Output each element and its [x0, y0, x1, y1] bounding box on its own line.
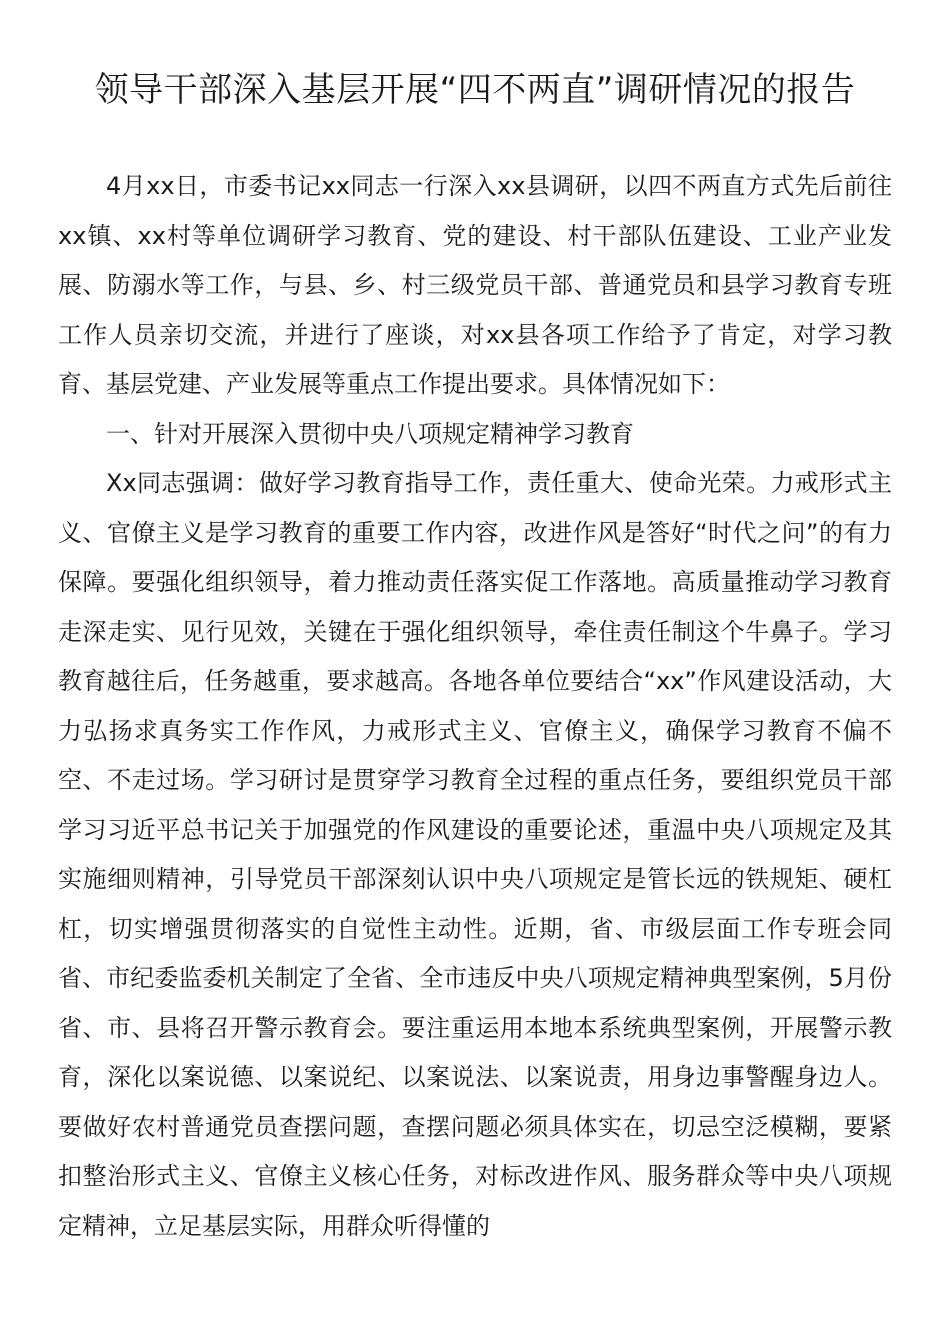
section-paragraph: Xx同志强调：做好学习教育指导工作，责任重大、使命光荣。力戒形式主义、官僚主义是学习教育的重要工作内容，改进作风是答好“时代之问”的有力保障。要强化组织领导，着力推动责任落实促工作落地。高质量推动学习教育走深走实、见行见效，关键在于强化组织领导，牵住责任制这个牛鼻子。学习教育越往后，任务越重，要求越高。各地各单位要结合“xx”作风建设活动，大力弘扬求真务实工作作风，力戒形式主义、官僚主义，确保学习教育不偏不空、不走过场。学习研讨是贯穿学习教育全过程的重点任务，要组织党员干部学习习近平总书记关于加强党的作风建设的重要论述，重温中央八项规定及其实施细则精神，引导党员干部深刻认识中央八项规定是管长远的铁规矩、硬杠杠，切实增强贯彻落实的自觉性主动性。近期，省、市级层面工作专班会同省、市纪委监委机关制定了全省、全市违反中央八项规定精神典型案例，5月份省、市、县将召开警示教育会。要注重运用本地本系统典型案例，开展警示教育，深化以案说德、以案说纪、以案说法、以案说责，用身边事警醒身边人。要做好农村普通党员查摆问题，查摆问题必须具体实在，切忌空泛模糊，要紧扣整治形式主义、官僚主义核心任务，对标改进作风、服务群众等中央八项规定精神，立足基层实际，用群众听得懂的 [58, 469, 892, 1240]
section-heading: 一、针对开展深入贯彻中央八项规定精神学习教育 [106, 419, 634, 448]
document-body [58, 162, 892, 1251]
intro-paragraph: 4月xx日，市委书记xx同志一行深入xx县调研，以四不两直方式先后前往xx镇、xx村等单位调研学习教育、党的建设、村干部队伍建设、工业产业发展、防溺水等工作，与县、乡、村三级党员干部、普通党员和县学习教育专班工作人员亲切交流，并进行了座谈，对xx县各项工作给予了肯定，对学习教育、基层党建、产业发展等重点工作提出要求。具体情况如下： [58, 172, 892, 398]
document-title: 领导干部深入基层开展“四不两直”调研情况的报告 [94, 70, 856, 110]
